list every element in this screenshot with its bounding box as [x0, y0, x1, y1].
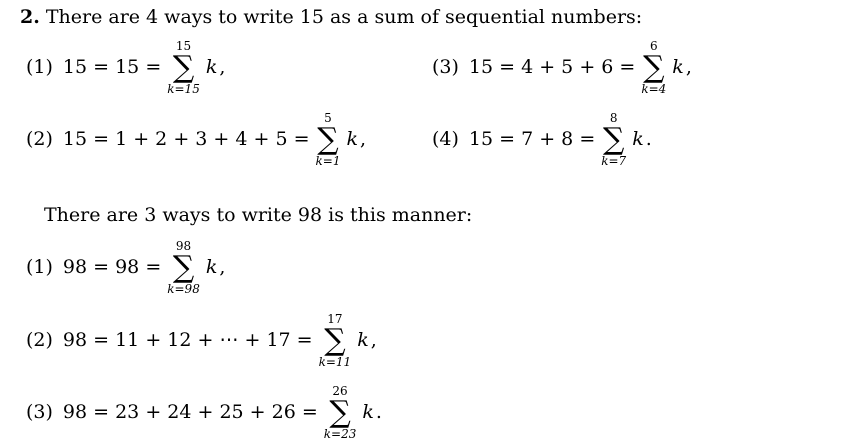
punctuation: , [219, 56, 226, 78]
summand: k [205, 256, 218, 278]
equation-text: 98 = 23 + 24 + 25 + 26 = [62, 401, 318, 423]
lower-limit: k=15 [167, 81, 200, 96]
summation [316, 112, 341, 167]
item-label: (2) [26, 329, 53, 351]
sigma-symbol: ∑ [172, 49, 195, 85]
sum-15-item-4 [432, 104, 652, 174]
upper-limit: 6 [649, 38, 658, 53]
summand: k [632, 128, 644, 150]
sum-15-item-1 [26, 32, 225, 102]
lower-limit: k=98 [167, 281, 200, 296]
problem-statement: There are 4 ways to write 15 as a sum of sequential numbers: [45, 6, 643, 28]
punctuation: , [359, 128, 367, 150]
sigma-symbol: ∑ [603, 121, 625, 157]
item-label: (1) [26, 256, 53, 278]
lower-limit: k=23 [323, 426, 357, 441]
sigma-symbol: ∑ [643, 49, 665, 85]
summation [319, 313, 352, 368]
sum-15-item-3 [432, 32, 692, 102]
equation-text: 98 = 11 + 12 + ⋯ + 17 = [62, 329, 313, 351]
upper-limit: 15 [175, 38, 192, 53]
intro-98: There are 3 ways to write 98 is this manner: [44, 204, 473, 226]
summand: k [672, 56, 684, 78]
problem-heading [20, 8, 642, 27]
item-label: (4) [432, 128, 459, 150]
summation [324, 385, 357, 440]
problem-number: 2. [20, 6, 40, 28]
item-label: (3) [26, 401, 53, 423]
sigma-symbol: ∑ [317, 121, 339, 157]
upper-limit: 5 [324, 110, 332, 125]
lower-limit: k=7 [601, 153, 627, 168]
summand: k [205, 56, 218, 78]
punctuation: , [219, 256, 226, 278]
summation [601, 112, 626, 167]
sum-15-item-2 [26, 104, 366, 174]
equation-text: 15 = 1 + 2 + 3 + 4 + 5 = [62, 128, 310, 150]
lower-limit: k=4 [641, 81, 667, 96]
equation-text: 15 = 15 = [62, 56, 162, 78]
sigma-symbol: ∑ [329, 394, 351, 430]
sigma-symbol: ∑ [172, 249, 195, 285]
upper-limit: 8 [609, 110, 618, 125]
punctuation: , [685, 56, 692, 78]
punctuation: , [370, 329, 377, 351]
sigma-symbol: ∑ [324, 322, 346, 358]
punctuation: . [375, 401, 382, 423]
upper-limit: 17 [327, 311, 343, 326]
punctuation: . [645, 128, 652, 150]
equation-text: 98 = 98 = [62, 256, 162, 278]
sum-98-item-3 [26, 377, 382, 447]
summand: k [346, 128, 358, 150]
summand: k [362, 401, 374, 423]
upper-limit: 26 [332, 383, 348, 398]
item-label: (1) [26, 56, 53, 78]
sum-98-item-2 [26, 305, 377, 375]
summation [167, 240, 200, 295]
equation-text: 15 = 4 + 5 + 6 = [468, 56, 636, 78]
item-label: (3) [432, 56, 459, 78]
item-label: (2) [26, 128, 53, 150]
equation-text: 15 = 7 + 8 = [468, 128, 596, 150]
lower-limit: k=11 [318, 354, 352, 369]
lower-limit: k=1 [315, 153, 341, 168]
sum-98-item-1 [26, 232, 225, 302]
summation [167, 40, 200, 95]
summand: k [357, 329, 369, 351]
upper-limit: 98 [175, 238, 192, 253]
summation [641, 40, 666, 95]
